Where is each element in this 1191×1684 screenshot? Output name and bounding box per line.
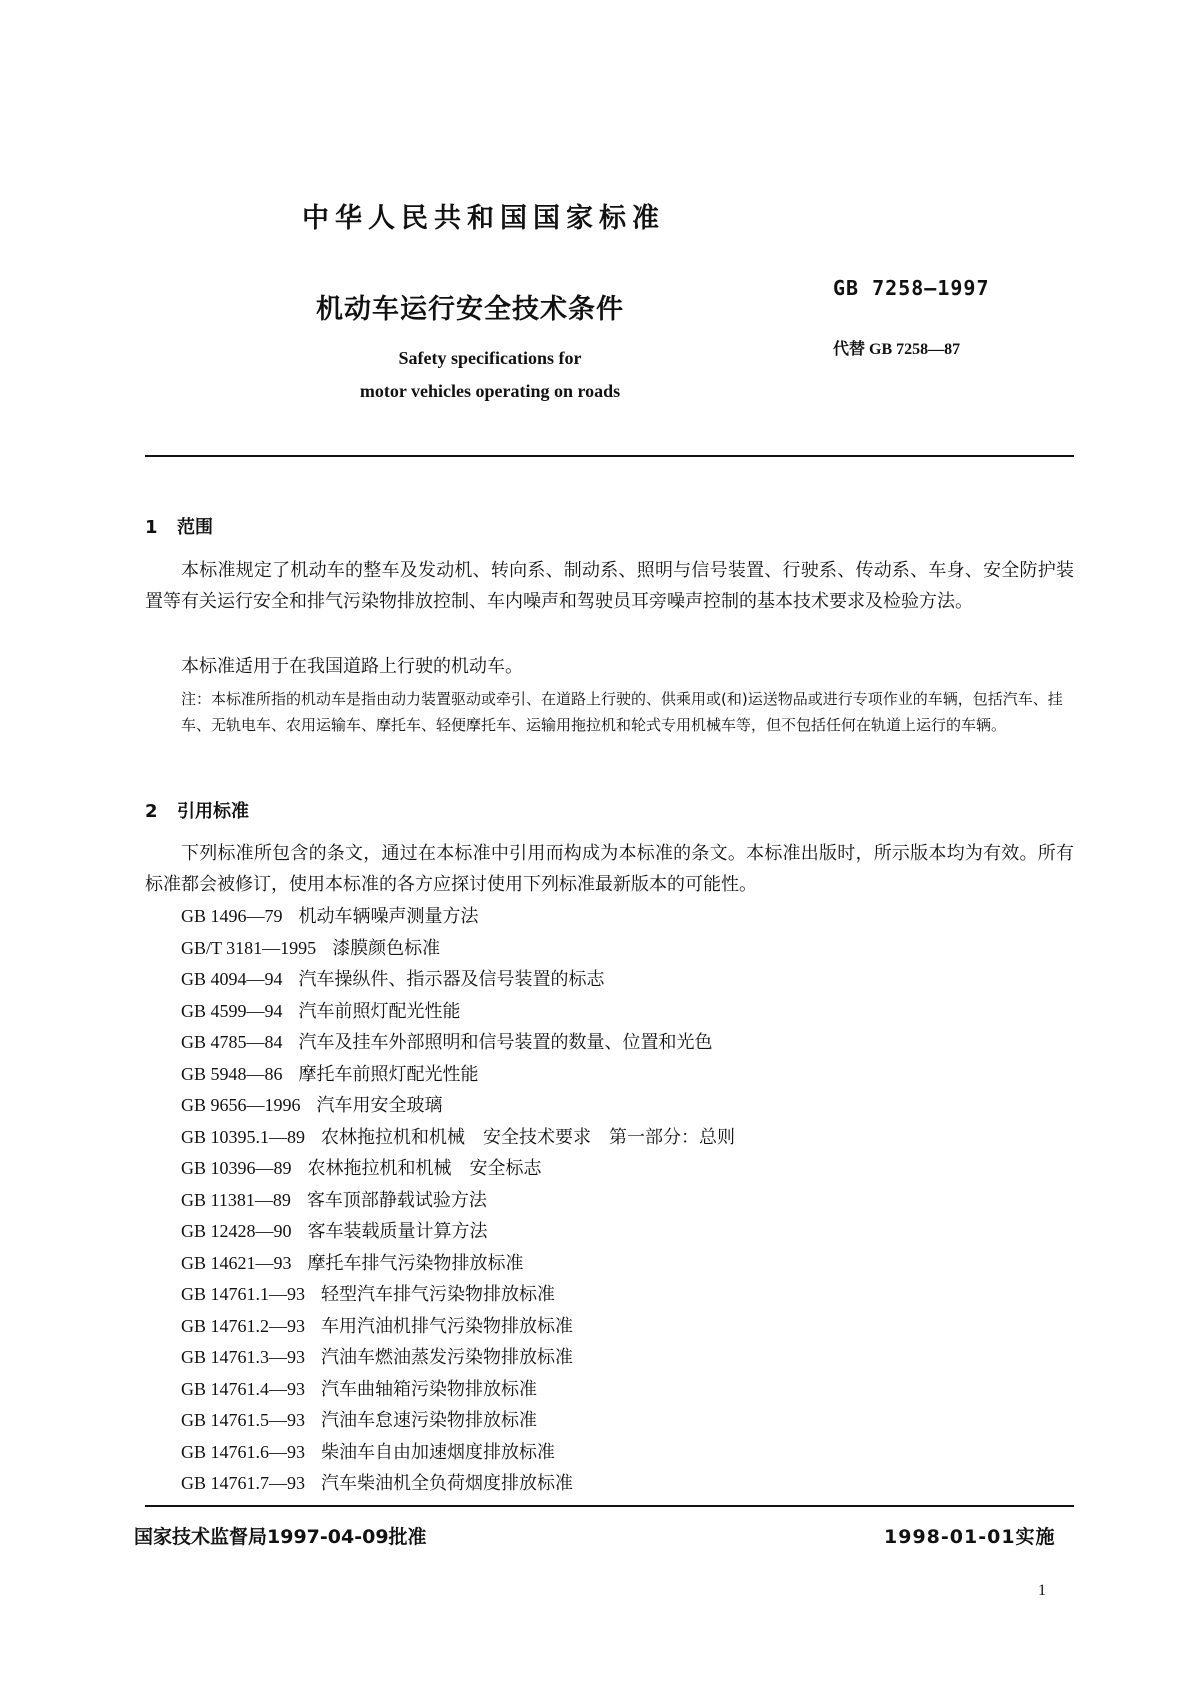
reference-code: GB 4785—84 [181, 1032, 283, 1052]
section-2-title: 引用标准 [177, 801, 249, 822]
reference-code: GB 14761.2—93 [181, 1315, 306, 1336]
reference-name: 客车顶部静载试验方法 [306, 1189, 487, 1211]
english-title-line2: motor vehicles operating on roads [359, 381, 621, 401]
reference-name: 农林拖拉机和机械 安全标志 [307, 1158, 542, 1179]
note-label: 注： [181, 690, 212, 708]
reference-name: 轻型汽车排气污染物排放标准 [321, 1284, 556, 1305]
approval-statement: 国家技术监督局1997-04-09批准 [134, 1526, 427, 1548]
standard-number: GB 7258—1997 [833, 276, 990, 300]
reference-code: GB 11381—89 [181, 1189, 291, 1210]
reference-code: GB 5948—86 [181, 1063, 283, 1084]
reference-code: GB 14761.5—93 [181, 1410, 306, 1430]
reference-item [181, 1437, 735, 1469]
reference-code: GB/T 3181—1995 [181, 937, 317, 958]
reference-name: 汽油车怠速污染物排放标准 [321, 1410, 538, 1431]
issuing-body-title: 中华人民共和国国家标准 [302, 203, 665, 234]
reference-name: 汽车柴油机全负荷烟度排放标准 [321, 1473, 574, 1494]
reference-code: GB 14621—93 [181, 1252, 292, 1273]
section-1-paragraph-1: 本标准规定了机动车的整车及发动机、转向系、制动系、照明与信号装置、行驶系、传动系、车身、安全防护装置等有关运行安全和排气污染物排放控制、车内噪声和驾驶员耳旁噪声控制的基本技术要求及检验方法。 [145, 560, 1074, 612]
effective-date: 1998-01-01实施 [884, 1526, 1056, 1548]
reference-name: 漆膜颜色标准 [332, 937, 441, 959]
reference-item [181, 1216, 735, 1248]
replaces-standard: 代替 GB 7258—87 [833, 341, 961, 358]
section-1-paragraph-2: 本标准适用于在我国道路上行驶的机动车。 [181, 656, 523, 677]
reference-item [181, 1279, 735, 1311]
reference-item [181, 1248, 735, 1280]
reference-code: GB 4599—94 [181, 1000, 283, 1021]
reference-code: GB 14761.6—93 [181, 1441, 306, 1462]
reference-item [181, 1185, 735, 1217]
reference-item [181, 1122, 735, 1154]
reference-item [181, 901, 735, 933]
reference-item [181, 1153, 735, 1185]
reference-item [181, 1311, 735, 1343]
reference-item [181, 1027, 735, 1059]
english-title-line1: Safety specifications for [398, 348, 582, 368]
reference-name: 客车装载质量计算方法 [307, 1221, 488, 1242]
reference-code: GB 12428—90 [181, 1221, 292, 1241]
reference-name: 汽车曲轴箱污染物排放标准 [321, 1378, 538, 1400]
reference-name: 汽车操纵件、指示器及信号装置的标志 [298, 969, 605, 990]
reference-name: 车用汽油机排气污染物排放标准 [321, 1315, 574, 1337]
note-text: 本标准所指的机动车是指由动力装置驱动或牵引、在道路上行驶的、供乘用或(和)运送物品或进行专项作业的车辆，包括汽车、挂车、无轨电车、农用运输车、摩托车、轻便摩托车、运输用拖拉机和轮式专用机械车等，但不包括任何在轨道上运行的车辆。 [181, 690, 1063, 734]
section-1-note [181, 686, 1074, 738]
reference-name: 汽车及挂车外部照明和信号装置的数量、位置和光色 [298, 1032, 713, 1053]
reference-code: GB 10396—89 [181, 1158, 292, 1178]
reference-item [181, 1342, 735, 1374]
reference-name: 柴油车自由加速烟度排放标准 [321, 1441, 556, 1463]
reference-item [181, 1059, 735, 1091]
reference-name: 摩托车排气污染物排放标准 [307, 1252, 524, 1274]
reference-list [181, 901, 735, 1500]
reference-name: 汽油车燃油蒸发污染物排放标准 [321, 1347, 574, 1368]
section-2-intro: 下列标准所包含的条文，通过在本标准中引用而构成为本标准的条文。本标准出版时，所示版本均为有效。所有标准都会被修订，使用本标准的各方应探讨使用下列标准最新版本的可能性。 [145, 843, 1074, 895]
reference-name: 摩托车前照灯配光性能 [298, 1063, 479, 1085]
reference-item [181, 964, 735, 996]
reference-item [181, 996, 735, 1028]
reference-code: GB 14761.7—93 [181, 1473, 306, 1493]
reference-item [181, 1374, 735, 1406]
section-1-heading [145, 513, 213, 539]
document-title: 机动车运行安全技术条件 [316, 294, 624, 325]
reference-code: GB 9656—1996 [181, 1095, 301, 1115]
reference-item [181, 1405, 735, 1437]
reference-item [181, 1468, 735, 1500]
reference-code: GB 10395.1—89 [181, 1126, 306, 1147]
section-2-number: 2 [145, 801, 158, 822]
section-1-number: 1 [145, 517, 158, 538]
section-2-heading [145, 797, 249, 823]
reference-name: 汽车用安全玻璃 [316, 1095, 443, 1116]
reference-code: GB 14761.1—93 [181, 1284, 306, 1304]
reference-item [181, 933, 735, 965]
reference-item [181, 1090, 735, 1122]
reference-code: GB 14761.3—93 [181, 1347, 306, 1367]
reference-code: GB 1496—79 [181, 906, 283, 926]
section-1-title: 范围 [177, 517, 213, 538]
page-number: 1 [1038, 1582, 1046, 1599]
reference-code: GB 4094—94 [181, 969, 283, 989]
header-divider [145, 455, 1074, 457]
reference-code: GB 14761.4—93 [181, 1378, 306, 1399]
reference-name: 机动车辆噪声测量方法 [298, 906, 479, 927]
reference-name: 农林拖拉机和机械 安全技术要求 第一部分：总则 [321, 1126, 736, 1148]
reference-name: 汽车前照灯配光性能 [298, 1000, 461, 1022]
footer-divider [145, 1505, 1074, 1507]
